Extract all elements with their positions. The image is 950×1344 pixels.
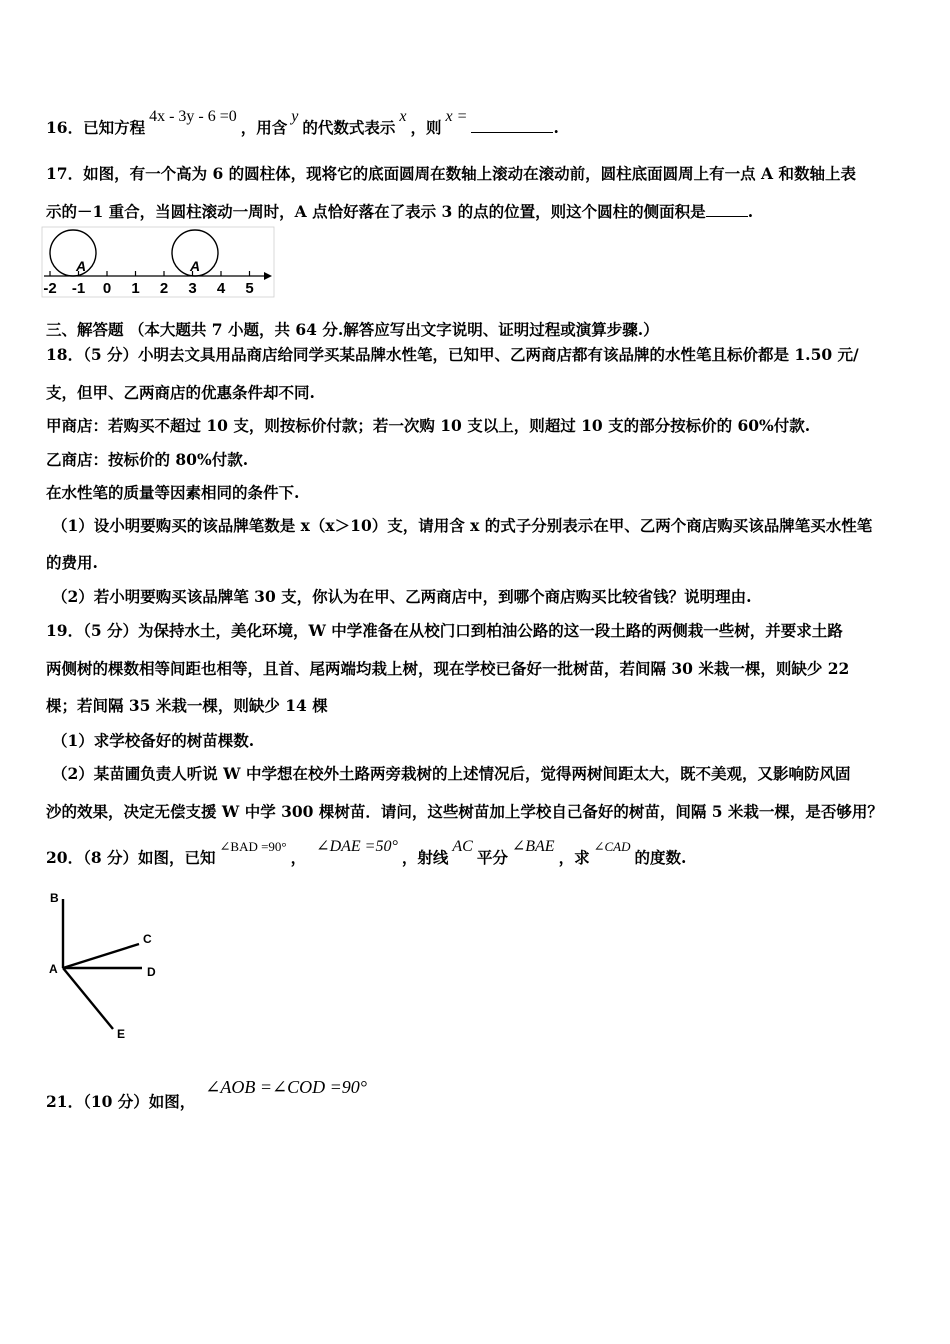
question-21: 21．（10 分）如图，∠AOB =∠COD =90° — [46, 1077, 367, 1111]
number-line-figure — [40, 226, 280, 300]
question-19-line-6: 沙的效果，决定无偿支援 W 中学 300 棵树苗．请问，这些树苗加上学校自己备好的树苗，间隔 5 米栽一棵，是否够用？ — [46, 802, 883, 821]
question-19-part-2: （2）某苗圃负责人听说 W 中学想在校外土路两旁栽树的上述情况后，觉得两树间距太大，既不美观，又影响防风固 — [52, 764, 851, 783]
question-18-part-1: （1）设小明要购买的该品牌笔数是 x（x＞10）支，请用含 x 的式子分别表示在甲、乙两个商店购买该品牌笔买水性笔 — [52, 516, 873, 535]
axis-arrow — [264, 272, 272, 280]
tick-label: 1 — [131, 280, 140, 297]
ray-ac — [63, 944, 139, 968]
section-3-heading: 三、解答题 （本大题共 7 小题，共 64 分.解答应写出文字说明、证明过程或演算步骤.） — [46, 320, 659, 339]
question-20: 20．（8 分）如图，已知∠BAD =90°，∠DAE =50°，射线AC平分∠BAE，求∠CAD的度数. — [46, 838, 687, 867]
angle-cad: ∠CAD — [593, 839, 631, 854]
question-18-line-2: 支，但甲、乙两商店的优惠条件却不同. — [46, 383, 315, 402]
label-e: E — [117, 1027, 126, 1041]
tick-label: -2 — [43, 280, 57, 297]
cylinder-circle-start — [50, 230, 96, 276]
answer-blank — [471, 131, 553, 133]
tick-label: 5 — [245, 280, 254, 297]
question-18-part-2: （2）若小明要购买该品牌笔 30 支，你认为在甲、乙两商店中，到哪个商店购买比较省钱？说明理由. — [52, 587, 752, 606]
angle-equation: ∠AOB =∠COD =90° — [205, 1077, 367, 1097]
question-18-line-3: 甲商店：若购买不超过 10 支，则按标价付款；若一次购 10 支以上，则超过 10 支的部分按标价的 60%付款. — [46, 416, 811, 435]
question-17-line-2: 示的－1 重合，当圆柱滚动一周时，A 点恰好落在了表示 3 的点的位置，则这个圆柱的侧面积是 . — [46, 202, 754, 221]
point-a-label-end: A — [190, 258, 201, 274]
axis-tick-labels — [43, 280, 253, 297]
question-19-line-2: 两侧树的棵数相等间距也相等，且首、尾两端均栽上树，现在学校已备好一批树苗，若间隔 30 米栽一棵，则缺少 22 — [46, 659, 850, 678]
label-c: C — [143, 932, 152, 946]
question-17-line-1: 17．如图，有一个高为 6 的圆柱体，现将它的底面圆周在数轴上滚动在滚动前，圆柱底面圆周上有一点 A 和数轴上表 — [46, 164, 856, 183]
question-16: 16．已知方程4x - 3y - 6 =0，用含y的代数式表示x，则x =. — [46, 108, 559, 137]
angle-dae: ∠DAE =50° — [316, 838, 398, 855]
tick-label: 2 — [159, 280, 169, 297]
question-18-line-7: 的费用. — [46, 553, 98, 572]
question-18-line-1: 18．（5 分）小明去文具用品商店给同学买某品牌水性笔，已知甲、乙两商店都有该品牌的水性笔且标价都是 1.50 元/ — [46, 345, 859, 364]
question-19-part-1: （1）求学校备好的树苗棵数. — [52, 731, 255, 750]
question-19-line-3: 棵；若间隔 35 米栽一棵，则缺少 14 棵 — [46, 696, 328, 715]
angle-bae: ∠BAE — [511, 838, 555, 855]
angle-figure — [44, 888, 174, 1042]
question-19-line-1: 19．（5 分）为保持水土，美化环境，W 中学准备在从校门口到柏油公路的这一段土路的两侧栽一些树，并要求土路 — [46, 621, 843, 640]
point-a-label-start: A — [76, 258, 87, 274]
angle-bad: ∠BAD =90° — [219, 839, 287, 854]
tick-label: 0 — [102, 280, 112, 297]
question-18-line-5: 在水性笔的质量等因素相同的条件下. — [46, 483, 300, 502]
label-a: A — [49, 962, 58, 976]
label-d: D — [147, 965, 156, 979]
q16-equation: 4x - 3y - 6 =0 — [149, 108, 237, 125]
tick-label: 3 — [188, 280, 197, 297]
tick-label: -1 — [71, 280, 86, 297]
answer-blank — [706, 215, 748, 217]
label-b: B — [50, 891, 59, 905]
question-18-line-4: 乙商店：按标价的 80%付款. — [46, 450, 249, 469]
ray-ac: AC — [452, 838, 473, 855]
tick-label: 4 — [216, 280, 226, 297]
ray-ae — [63, 968, 113, 1029]
